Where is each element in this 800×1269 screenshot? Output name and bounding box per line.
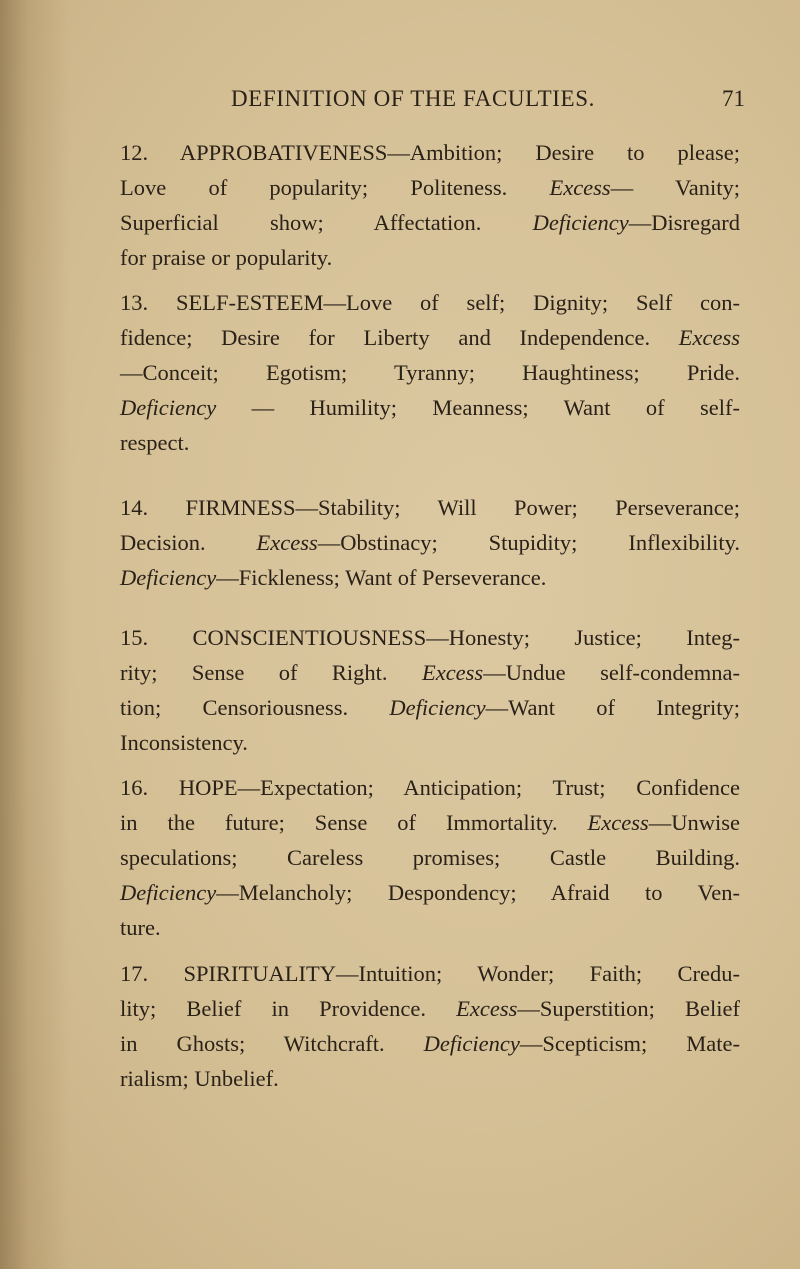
entry-hope	[120, 770, 740, 945]
entry-line: 13. SELF-ESTEEM—Love of self; Dignity; Self con-	[120, 290, 740, 315]
entry-line: Inconsistency.	[120, 730, 248, 755]
entry-line: Decision. Excess—Obstinacy; Stupidity; Inflexibility.	[120, 530, 740, 555]
entry-line: 16. HOPE—Expectation; Anticipation; Trust; Confidence	[120, 775, 740, 800]
entry-line: fidence; Desire for Liberty and Independence. Excess	[120, 325, 740, 350]
entry-line: speculations; Careless promises; Castle Building.	[120, 845, 740, 870]
entry-line: Deficiency — Humility; Meanness; Want of self-	[120, 395, 740, 420]
entry-line: ture.	[120, 915, 161, 940]
entry-line: rialism; Unbelief.	[120, 1066, 279, 1091]
entry-line: Deficiency—Melancholy; Despondency; Afraid to Ven-	[120, 880, 740, 905]
running-title: DEFINITION OF THE FACULTIES.	[231, 86, 595, 111]
entry-self-esteem	[120, 285, 740, 460]
entry-line: Deficiency—Fickleness; Want of Perseverance.	[120, 565, 547, 590]
entry-line: tion; Censoriousness. Deficiency—Want of Integrity;	[120, 695, 740, 720]
running-header	[0, 86, 800, 116]
entry-line: 14. FIRMNESS—Stability; Will Power; Perseverance;	[120, 495, 740, 520]
entry-line: in the future; Sense of Immortality. Excess—Unwise	[120, 810, 741, 835]
entry-spirituality	[120, 956, 740, 1096]
entry-line: for praise or popularity.	[120, 245, 333, 270]
entry-line: respect.	[120, 430, 190, 455]
entry-line: 15. CONSCIENTIOUSNESS—Honesty; Justice; Integ-	[120, 625, 740, 650]
binding-shadow	[0, 0, 70, 1269]
entry-line: lity; Belief in Providence. Excess—Superstition; Belief	[120, 996, 741, 1021]
page-number: 71	[722, 86, 745, 111]
entry-line: —Conceit; Egotism; Tyranny; Haughtiness; Pride.	[120, 360, 740, 385]
entry-line: 17. SPIRITUALITY—Intuition; Wonder; Faith; Credu-	[120, 961, 740, 986]
entry-conscientiousness	[120, 620, 740, 760]
entry-line: 12. APPROBATIVENESS—Ambition; Desire to please;	[120, 140, 740, 165]
entry-line: in Ghosts; Witchcraft. Deficiency—Scepticism; Mate-	[120, 1031, 740, 1056]
entry-line: rity; Sense of Right. Excess—Undue self-condemna-	[120, 660, 741, 685]
entry-firmness	[120, 490, 740, 595]
entry-line: Superficial show; Affectation. Deficiency—Disregard	[120, 210, 740, 235]
entry-line: Love of popularity; Politeness. Excess— Vanity;	[120, 175, 740, 200]
entry-approbativeness	[120, 135, 740, 275]
